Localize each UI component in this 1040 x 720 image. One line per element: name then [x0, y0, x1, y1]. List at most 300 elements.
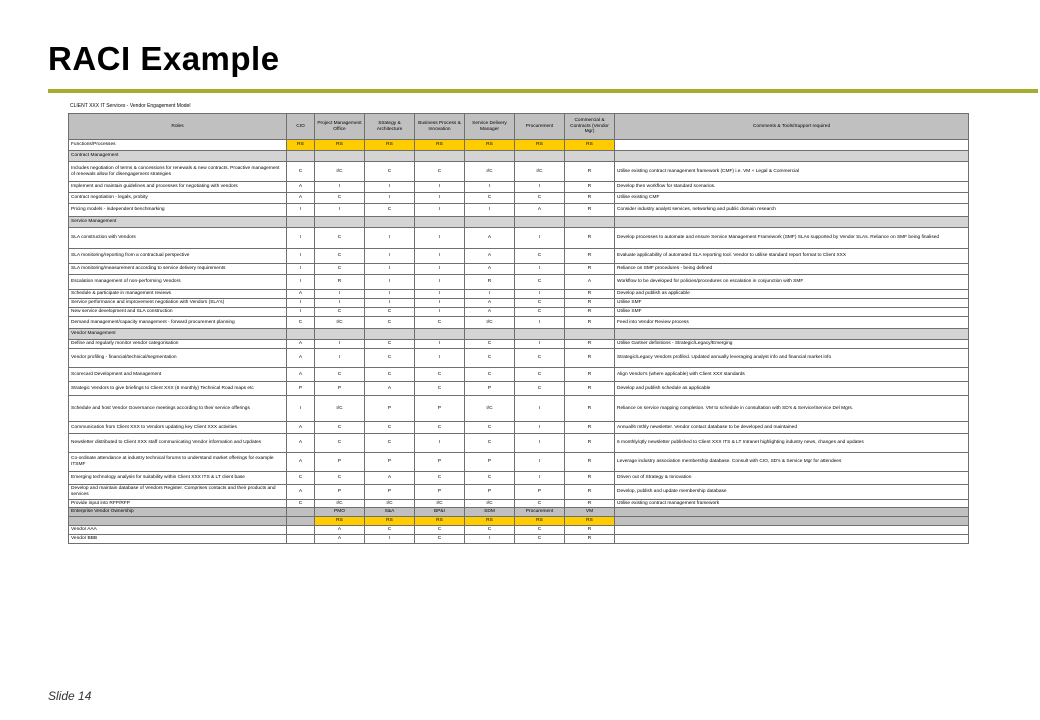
row-label: Schedule & participate in management reviews	[69, 290, 287, 299]
raci-cell: P	[465, 453, 515, 472]
raci-cell: C	[465, 340, 515, 349]
section-cell	[287, 329, 315, 340]
ownership-row	[69, 535, 969, 544]
ownership-head: PMO	[315, 508, 365, 517]
raci-cell: R	[565, 434, 615, 453]
raci-table	[68, 113, 969, 544]
raci-cell: I	[415, 434, 465, 453]
raci-cell: I	[365, 249, 415, 264]
raci-cell: C	[415, 535, 465, 544]
raci-cell: C	[365, 308, 415, 317]
ownership-cell	[287, 508, 315, 517]
raci-cell: I	[465, 290, 515, 299]
ownership-cell	[615, 517, 969, 526]
comment-cell: Annual/6 mthly newsletter. Vendor contact database to be developed and maintained	[615, 422, 969, 434]
row-label: SLA monitoring/measurement according to service delivery requirements	[69, 264, 287, 275]
raci-cell	[287, 526, 315, 535]
raci-cell	[287, 535, 315, 544]
row-label: Scorecard Development and Management	[69, 368, 287, 382]
section-label: Vendor Management	[69, 329, 287, 340]
section-cell	[615, 329, 969, 340]
comment-cell	[615, 535, 969, 544]
raci-cell: I	[415, 275, 465, 290]
raci-cell: RS	[287, 140, 315, 151]
section-cell	[515, 329, 565, 340]
ownership-label: Enterprise Vendor Ownership	[69, 508, 287, 517]
raci-cell: A	[287, 434, 315, 453]
title-underline	[48, 89, 1038, 93]
raci-cell: C	[287, 500, 315, 508]
raci-cell: A	[287, 485, 315, 500]
raci-cell: RS	[415, 517, 465, 526]
raci-cell: P	[365, 485, 415, 500]
raci-cell: I	[415, 308, 465, 317]
section-cell	[415, 329, 465, 340]
raci-cell: I	[365, 290, 415, 299]
row-label: Pricing models - independent benchmarking	[69, 204, 287, 217]
raci-cell: I	[315, 349, 365, 368]
raci-cell: C	[365, 162, 415, 182]
column-header: CIO	[287, 114, 315, 140]
section-cell	[615, 217, 969, 228]
raci-cell: C	[515, 535, 565, 544]
raci-cell: RS	[365, 140, 415, 151]
raci-cell: C	[515, 382, 565, 396]
raci-cell: C	[465, 193, 515, 204]
raci-cell: I	[515, 340, 565, 349]
raci-cell: C	[465, 434, 515, 453]
raci-cell: A	[315, 535, 365, 544]
raci-cell: R	[565, 535, 615, 544]
table-row	[69, 349, 969, 368]
comment-cell: Utilise existing contract management framework	[615, 500, 969, 508]
header-row	[69, 114, 969, 140]
comment-cell: Develop and publish schedule as applicable	[615, 382, 969, 396]
raci-cell: I/C	[315, 162, 365, 182]
raci-cell: R	[565, 182, 615, 193]
ownership-head: Procurement	[515, 508, 565, 517]
row-label: Demand management/capacity management - forward procurement planning	[69, 317, 287, 329]
table-row	[69, 275, 969, 290]
section-cell	[315, 329, 365, 340]
row-label: Vendor AAA	[69, 526, 287, 535]
table-row	[69, 249, 969, 264]
raci-cell: P	[315, 453, 365, 472]
raci-cell: P	[515, 485, 565, 500]
row-label: Define and regularly monitor vendor categorisation	[69, 340, 287, 349]
raci-cell: RS	[465, 140, 515, 151]
table-row	[69, 228, 969, 249]
raci-cell: C	[515, 193, 565, 204]
raci-cell: I	[415, 290, 465, 299]
section-header-row	[69, 217, 969, 228]
raci-cell: I/C	[315, 396, 365, 422]
ownership-rs-row	[69, 517, 969, 526]
raci-cell: C	[365, 422, 415, 434]
raci-cell: I	[365, 228, 415, 249]
comment-cell: Leverage industry association membership database. Consult with CIO, SD's & Service Mgr for attendees	[615, 453, 969, 472]
table-caption: CLIENT XXX IT Services - Vendor Engagement Model	[70, 103, 191, 109]
row-label: Includes negotiation of terms & concessions for renewals & new contracts. Proactive management of renewals allow for disengagement strategies	[69, 162, 287, 182]
table-row	[69, 485, 969, 500]
comment-cell: 6 monthly/qtly newsletter published to Client XXX ITS & LT Intranet highlighting industry news, changes and updates	[615, 434, 969, 453]
row-label: SLA monitoring/reporting from a contractual perspective	[69, 249, 287, 264]
raci-cell: C	[315, 368, 365, 382]
row-label: Implement and maintain guidelines and processes for negotiating with vendors	[69, 182, 287, 193]
raci-cell: I	[415, 349, 465, 368]
row-label: Vendor profiling - financial/technical/segmentation	[69, 349, 287, 368]
raci-cell: I/C	[515, 162, 565, 182]
row-label: Service performance and improvement negotiation with Vendors (SLA's)	[69, 299, 287, 308]
table-row	[69, 299, 969, 308]
raci-cell: C	[287, 162, 315, 182]
section-cell	[615, 151, 969, 162]
raci-cell: R	[565, 204, 615, 217]
raci-cell: P	[415, 485, 465, 500]
section-cell	[287, 151, 315, 162]
raci-cell: C	[365, 368, 415, 382]
raci-cell: C	[315, 228, 365, 249]
raci-cell: I/C	[315, 317, 365, 329]
raci-cell: I	[515, 422, 565, 434]
comment-cell: Develop, publish and update membership database	[615, 485, 969, 500]
raci-cell: I	[415, 228, 465, 249]
comment-cell: Utilise existing contract management framework (CMF) i.e. VM + Legal & Commercial	[615, 162, 969, 182]
raci-cell: C	[315, 472, 365, 485]
raci-cell: RS	[315, 140, 365, 151]
comment-cell: Utilise existing CMF	[615, 193, 969, 204]
raci-cell: I	[315, 340, 365, 349]
raci-cell: I	[365, 535, 415, 544]
raci-cell: C	[287, 472, 315, 485]
raci-cell: R	[565, 162, 615, 182]
raci-cell: I/C	[465, 500, 515, 508]
raci-cell: I	[287, 275, 315, 290]
raci-cell: R	[315, 275, 365, 290]
slide-title: RACI Example	[48, 40, 280, 77]
raci-cell: C	[515, 526, 565, 535]
raci-cell: I	[287, 396, 315, 422]
ownership-header-row	[69, 508, 969, 517]
raci-cell: I	[515, 396, 565, 422]
raci-cell: RS	[565, 140, 615, 151]
raci-cell: C	[365, 434, 415, 453]
table-row	[69, 308, 969, 317]
raci-cell: R	[565, 396, 615, 422]
raci-cell: I/C	[465, 317, 515, 329]
comment-cell: Align Vendor's (where applicable) with Client XXX standards	[615, 368, 969, 382]
raci-cell: A	[515, 204, 565, 217]
section-cell	[565, 151, 615, 162]
raci-cell: R	[565, 472, 615, 485]
raci-cell: P	[415, 396, 465, 422]
comment-cell: Utilise Gartner definitions - Strategic/Legacy/Emerging	[615, 340, 969, 349]
section-cell	[565, 329, 615, 340]
raci-cell: R	[465, 275, 515, 290]
ownership-head: VM	[565, 508, 615, 517]
raci-cell: C	[465, 472, 515, 485]
row-label: Functions/Processes	[69, 140, 287, 151]
raci-cell: R	[565, 228, 615, 249]
raci-cell: C	[315, 249, 365, 264]
raci-cell: I	[465, 535, 515, 544]
raci-cell: I	[365, 193, 415, 204]
comment-cell: Reliance on service mapping completion. VM to schedule in consultation with SD's & Service/Service Del Mgrs.	[615, 396, 969, 422]
ownership-cell	[287, 517, 315, 526]
comment-cell: Develop and publish as applicable	[615, 290, 969, 299]
raci-cell: C	[315, 264, 365, 275]
table-row	[69, 204, 969, 217]
raci-cell: I	[287, 299, 315, 308]
raci-cell: C	[415, 472, 465, 485]
raci-cell: A	[565, 275, 615, 290]
raci-cell: R	[565, 382, 615, 396]
table-row	[69, 193, 969, 204]
raci-cell: A	[465, 264, 515, 275]
comment-cell: Develop processes to automate and ensure Service Management Framework (SMF) SLAs supported by Vendor SLAs. Reliance on SMF being finalised	[615, 228, 969, 249]
raci-cell: C	[515, 349, 565, 368]
slide-number: Slide 14	[48, 689, 92, 703]
column-header: Procurement	[515, 114, 565, 140]
raci-cell: R	[565, 249, 615, 264]
table-row	[69, 472, 969, 485]
raci-cell: C	[415, 526, 465, 535]
raci-cell: C	[415, 422, 465, 434]
raci-cell: C	[315, 308, 365, 317]
raci-cell: RS	[465, 517, 515, 526]
raci-cell: RS	[515, 517, 565, 526]
table-row	[69, 368, 969, 382]
comment-cell: Develop then workflow for standard scenarios.	[615, 182, 969, 193]
raci-cell: A	[315, 526, 365, 535]
section-cell	[287, 217, 315, 228]
row-label: Schedule and host Vendor Governance meetings according to their service offerings	[69, 396, 287, 422]
raci-cell: A	[365, 472, 415, 485]
raci-cell: A	[465, 249, 515, 264]
table-row	[69, 500, 969, 508]
ownership-head: S&A	[365, 508, 415, 517]
raci-cell: I/C	[315, 500, 365, 508]
row-label: Newsletter distributed to Client XXX staff communicating Vendor information and Updates	[69, 434, 287, 453]
table-row	[69, 422, 969, 434]
raci-cell: I	[515, 472, 565, 485]
row-label: Co-ordinate attendance at industry technical forums to understand market offerings for example ITSMF	[69, 453, 287, 472]
raci-cell: R	[565, 500, 615, 508]
raci-cell: I	[365, 264, 415, 275]
raci-cell: R	[565, 264, 615, 275]
comment-cell: Reliance on SMF procedures - being defined	[615, 264, 969, 275]
raci-cell: R	[565, 193, 615, 204]
functions-row	[69, 140, 969, 151]
section-cell	[465, 217, 515, 228]
table-row	[69, 264, 969, 275]
raci-cell: I/C	[465, 162, 515, 182]
raci-cell: I	[315, 204, 365, 217]
comment-cell: Workflow to be developed for policies/procedures on escalation in conjunction with SMF	[615, 275, 969, 290]
raci-cell: P	[365, 453, 415, 472]
section-cell	[365, 329, 415, 340]
row-label: Escalation management of non-performing Vendors	[69, 275, 287, 290]
raci-cell: R	[565, 485, 615, 500]
row-label: Provide input into RFP/RFP	[69, 500, 287, 508]
section-cell	[565, 217, 615, 228]
raci-cell: C	[315, 422, 365, 434]
raci-cell: C	[365, 204, 415, 217]
raci-cell: I	[287, 228, 315, 249]
raci-cell: RS	[415, 140, 465, 151]
comment-cell: Evaluate applicability of automated SLA reporting tool. Vendor to utilise standard report format to Client XXX	[615, 249, 969, 264]
raci-cell: P	[287, 382, 315, 396]
raci-cell: A	[287, 290, 315, 299]
raci-cell: C	[415, 162, 465, 182]
raci-cell: P	[365, 396, 415, 422]
column-header: Strategy & Architecture	[365, 114, 415, 140]
raci-cell: I	[465, 182, 515, 193]
raci-cell: C	[515, 299, 565, 308]
raci-cell: R	[565, 317, 615, 329]
row-label: Strategic Vendors to give briefings to Client XXX (6 monthly) Technical Road maps etc	[69, 382, 287, 396]
table-row	[69, 317, 969, 329]
raci-cell: C	[515, 249, 565, 264]
raci-cell: I	[287, 264, 315, 275]
section-header-row	[69, 151, 969, 162]
raci-cell: A	[287, 340, 315, 349]
section-cell	[515, 151, 565, 162]
raci-cell: C	[365, 349, 415, 368]
raci-cell: I	[315, 182, 365, 193]
raci-cell: R	[565, 349, 615, 368]
raci-cell: I	[287, 249, 315, 264]
raci-cell: I	[415, 249, 465, 264]
comment-cell: Utilise SMF	[615, 308, 969, 317]
row-label: New service development and SLA construction	[69, 308, 287, 317]
comment-cell: Consider industry analyst services, networking and public domain research	[615, 204, 969, 217]
table-row	[69, 340, 969, 349]
row-label: Communication from Client XXX to Vendors updating key Client XXX activities	[69, 422, 287, 434]
column-header: Roles	[69, 114, 287, 140]
raci-cell: R	[565, 290, 615, 299]
section-cell	[315, 151, 365, 162]
raci-cell: I	[415, 204, 465, 217]
raci-cell: C	[515, 308, 565, 317]
section-cell	[315, 217, 365, 228]
raci-cell: I	[365, 182, 415, 193]
raci-cell: I/C	[415, 500, 465, 508]
raci-cell: C	[415, 317, 465, 329]
raci-cell: C	[365, 526, 415, 535]
raci-cell: R	[565, 308, 615, 317]
raci-cell: I	[365, 299, 415, 308]
raci-cell: RS	[315, 517, 365, 526]
column-header: Project Management Office	[315, 114, 365, 140]
raci-cell: I	[515, 290, 565, 299]
raci-cell: I	[515, 228, 565, 249]
raci-cell: C	[465, 422, 515, 434]
raci-cell: A	[287, 193, 315, 204]
raci-cell: R	[565, 422, 615, 434]
raci-cell: C	[365, 317, 415, 329]
section-label: Service Management	[69, 217, 287, 228]
table-row	[69, 434, 969, 453]
raci-cell: A	[465, 299, 515, 308]
row-label: Contract negotiation - legals, probity	[69, 193, 287, 204]
raci-cell: C	[465, 526, 515, 535]
raci-cell: I	[415, 193, 465, 204]
raci-cell: I	[515, 182, 565, 193]
raci-cell: C	[415, 382, 465, 396]
raci-cell: I	[315, 290, 365, 299]
table-row	[69, 162, 969, 182]
raci-cell: I	[415, 299, 465, 308]
table-row	[69, 382, 969, 396]
raci-cell: RS	[565, 517, 615, 526]
section-cell	[415, 217, 465, 228]
ownership-cell	[69, 517, 287, 526]
raci-cell: I	[287, 204, 315, 217]
column-header: Comments & Tools/Support required	[615, 114, 969, 140]
comment-cell	[615, 526, 969, 535]
raci-cell: I	[415, 182, 465, 193]
comment-cell: Strategic/Legacy Vendors profiled. Updated annually leveraging analyst info and financial market info	[615, 349, 969, 368]
section-cell	[365, 217, 415, 228]
raci-cell: RS	[515, 140, 565, 151]
raci-cell: C	[465, 368, 515, 382]
raci-cell: P	[415, 453, 465, 472]
section-cell	[415, 151, 465, 162]
raci-cell: C	[415, 368, 465, 382]
row-label: Vendor BBB	[69, 535, 287, 544]
raci-cell: A	[465, 308, 515, 317]
row-label: SLA construction with Vendors	[69, 228, 287, 249]
raci-cell: I	[287, 308, 315, 317]
section-cell	[465, 329, 515, 340]
comment-cell: Driven out of Strategy & Innovation	[615, 472, 969, 485]
section-header-row	[69, 329, 969, 340]
table-row	[69, 290, 969, 299]
column-header: Business Process & Innovation	[415, 114, 465, 140]
raci-cell: A	[465, 228, 515, 249]
raci-cell: R	[565, 526, 615, 535]
row-label: Develop and maintain database of Vendors Register. Comprises contacts and their products and services	[69, 485, 287, 500]
raci-cell: C	[515, 500, 565, 508]
section-cell	[365, 151, 415, 162]
ownership-row	[69, 526, 969, 535]
raci-cell: R	[565, 299, 615, 308]
raci-cell: A	[287, 182, 315, 193]
comment-cell: Feed into Vendor Review process	[615, 317, 969, 329]
raci-cell: A	[287, 422, 315, 434]
ownership-head: SDM	[465, 508, 515, 517]
table-row	[69, 182, 969, 193]
raci-cell: I	[415, 340, 465, 349]
raci-cell: C	[315, 193, 365, 204]
raci-cell: C	[287, 317, 315, 329]
raci-cell: I	[415, 264, 465, 275]
section-label: Contract Management	[69, 151, 287, 162]
raci-cell	[615, 140, 969, 151]
ownership-cell	[615, 508, 969, 517]
ownership-head: BP&I	[415, 508, 465, 517]
table-row	[69, 396, 969, 422]
comment-cell: Utilise SMF	[615, 299, 969, 308]
raci-cell: I/C	[365, 500, 415, 508]
raci-cell: P	[465, 382, 515, 396]
raci-cell: R	[565, 453, 615, 472]
raci-cell: R	[565, 368, 615, 382]
raci-cell: I	[515, 317, 565, 329]
raci-cell: I	[515, 264, 565, 275]
raci-cell: P	[465, 485, 515, 500]
